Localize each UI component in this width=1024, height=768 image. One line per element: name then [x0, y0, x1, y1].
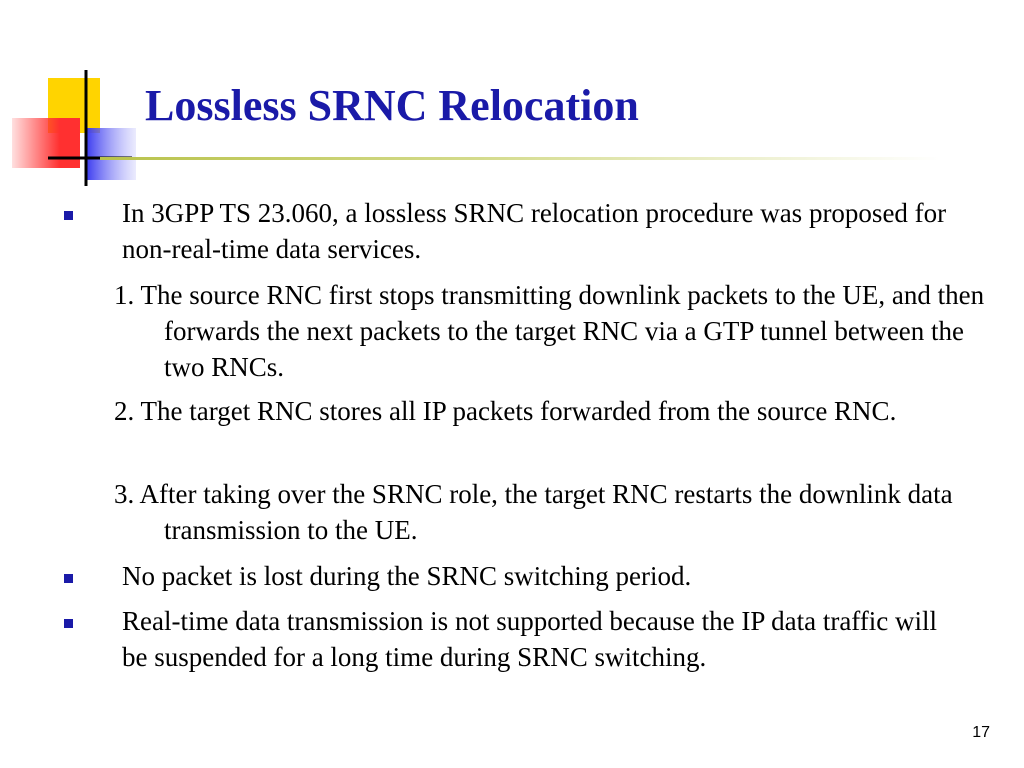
slide-title: Lossless SRNC Relocation [145, 81, 639, 130]
sub-step: 1. The source RNC first stops transmitting downlink packets to the UE, and then forwards the next packets to the target RNC via a GTP tunnel between the two RNCs. [114, 280, 985, 382]
sub-step: 3. After taking over the SRNC role, the target RNC restarts the downlink data transmission to the UE. [114, 479, 953, 545]
bullet-marker-icon [64, 574, 73, 583]
page-number: 17 [972, 724, 990, 741]
bullet-marker-icon [64, 619, 73, 628]
bullet-marker-icon [64, 211, 73, 220]
bullet-text: No packet is lost during the SRNC switching period. [122, 561, 692, 591]
bullet-text: In 3GPP TS 23.060, a lossless SRNC relocation procedure was proposed for non-real-time data services. [122, 198, 947, 264]
bullet-text: Real-time data transmission is not supported because the IP data traffic will be suspended for a long time during SRNC switching. [122, 606, 938, 672]
sub-step: 2. The target RNC stores all IP packets forwarded from the source RNC. [114, 396, 897, 426]
